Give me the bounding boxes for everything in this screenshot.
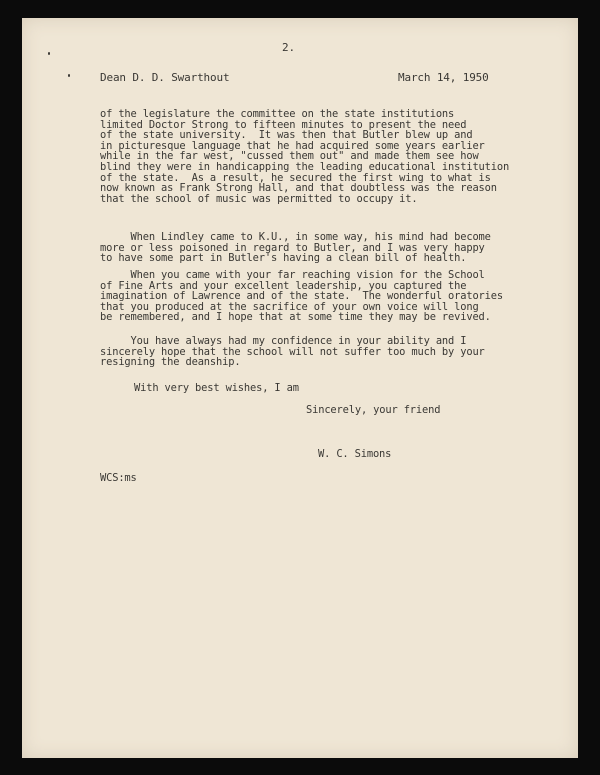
sign-off: Sincerely, your friend [306,404,441,416]
signature-name: W. C. Simons [318,448,392,460]
letter-date: March 14, 1950 [398,71,489,84]
typist-initials: WCS:ms [100,472,137,484]
body-paragraph-4: You have always had my confidence in your ability and I sincerely hope that the school will not suffer too much by your resigning the deanship. [100,335,485,369]
addressee: Dean D. D. Swarthout [100,71,230,84]
closing-line: With very best wishes, I am [134,382,299,394]
body-paragraph-1: of the legislature the committee on the state institutions limited Doctor Strong to fifteen minutes to present the need of the state university. It was then that Butler blew up and in picturesque language that he had acquired some years earlier while in the far west, "cussed them out" and made them see how blind they were in handicapping the leading educational institution of the state. As a result, he secured the first wing to what is now known as Frank Strong Hall, and that doubtless was the reason that the school of music was permitted to occupy it. [100,108,510,205]
page-number: 2. [282,41,295,54]
body-paragraph-3: When you came with your far reaching vision for the School of Fine Arts and your excellent leadership, you captured the imagination of Lawrence and of the state. The wonderful oratories that you produced at the sacrifice of your own voice will long be remembered, and I hope that at some time they may be revived. [100,269,503,324]
hole-punch-mark [68,74,70,77]
hole-punch-mark [48,52,50,55]
body-paragraph-2: When Lindley came to K.U., in some way, his mind had become more or less poisoned in regard to Butler, and I was very happy to have some part in Butler's having a clean bill of health. [100,231,491,265]
